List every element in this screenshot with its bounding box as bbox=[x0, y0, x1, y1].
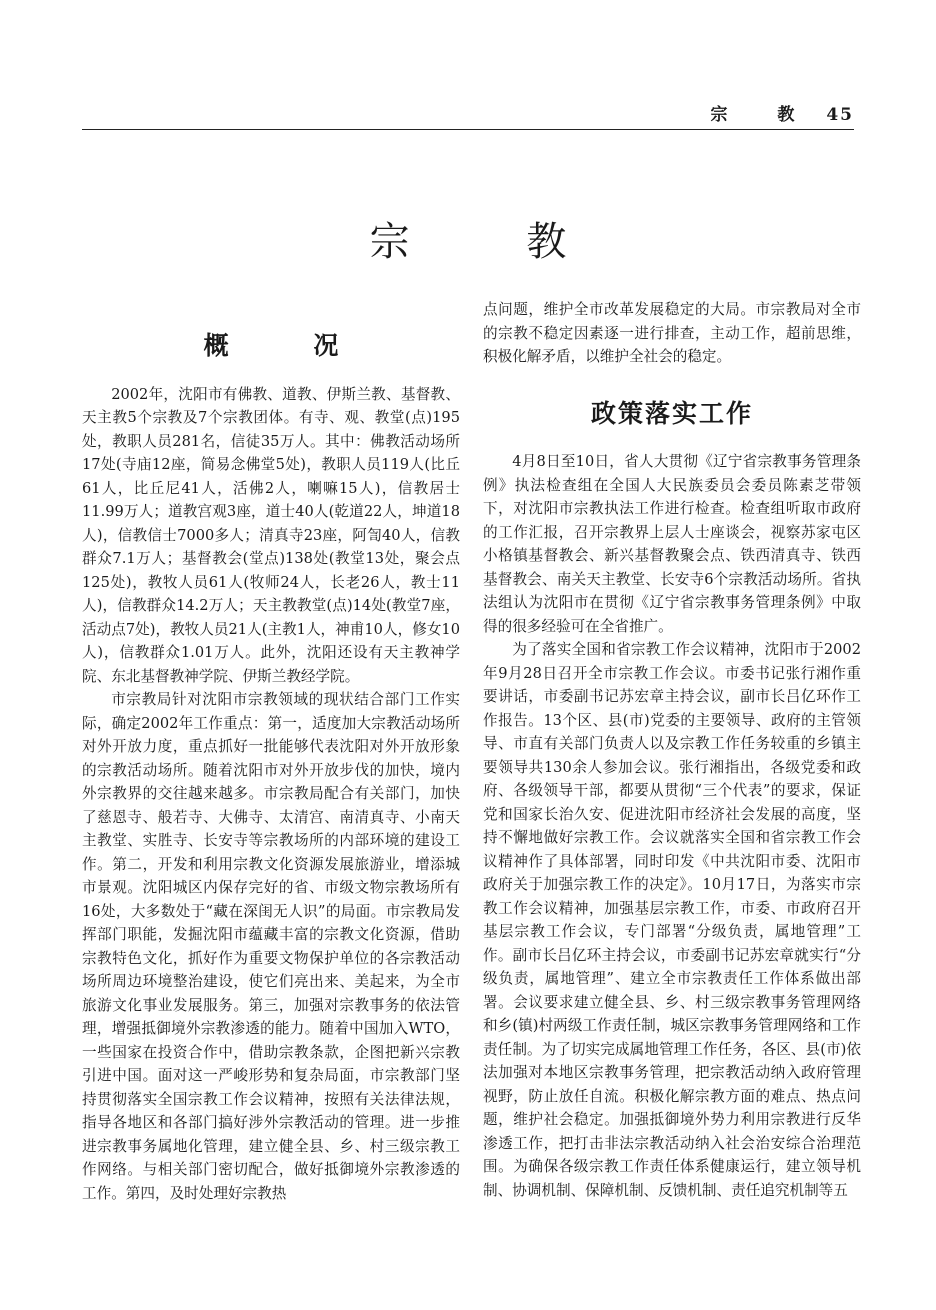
paragraph-continuation: 点问题，维护全市改革发展稳定的大局。市宗教局对全市的宗教不稳定因素逐一进行排查，主动工作，超前思维，积极化解矛盾，以维护全社会的稳定。 bbox=[483, 301, 861, 365]
header-rule bbox=[82, 129, 854, 130]
page-number: 45 bbox=[826, 105, 854, 125]
section-heading-overview: 概 况 bbox=[203, 331, 377, 360]
running-header bbox=[710, 100, 854, 125]
section-heading-policy: 政策落实工作 bbox=[590, 398, 753, 428]
running-header-section: 宗 教 bbox=[710, 105, 817, 125]
right-column bbox=[483, 298, 861, 1202]
paragraph: 2002年，沈阳市有佛教、道教、伊斯兰教、基督教、天主教5个宗教及7个宗教团体。有寺、观、教堂(点)195处，教职人员281名，信徒35万人。其中：佛教活动场所17处(寺庙12座，简易念佛堂5处)，教职人员119人(比丘61人，比丘尼41人，活佛2人，喇嘛15人)，信教居士11.99万人；道教宫观3座，道士40人(乾道22人，坤道18人)，信教信士7000多人；清真寺23座，阿訇40人，信教群众7.1万人；基督教会(堂点)138处(教堂13处，聚会点125处)，教牧人员61人(牧师24人，长老26人，教士11人)，信教群众14.2万人；天主教教堂(点)14处(教堂7座，活动点7处)，教牧人员21人(主教1人，神甫10人，修女10人)，信教群众1.01万人。此外，沈阳还设有天主教神学院、东北基督教神学院、伊斯兰教经学院。 bbox=[82, 385, 460, 685]
paragraph: 市宗教局针对沈阳市宗教领域的现状结合部门工作实际，确定2002年工作重点：第一，适度加大宗教活动场所对外开放力度，重点抓好一批能够代表沈阳对外开放形象的宗教活动场所。随着沈阳市对外开放步伐的加快，境内外宗教界的交往越来越多。市宗教局配合有关部门，加快了慈恩寺、般若寺、大佛寺、太清宫、南清真寺、小南天主教堂、实胜寺、长安寺等宗教场所的内部环境的建设工作。第二，开发和利用宗教文化资源发展旅游业，增添城市景观。沈阳城区内保存完好的省、市级文物宗教场所有16处，大多数处于“藏在深闺无人识”的局面。市宗教局发挥部门职能，发掘沈阳市蕴藏丰富的宗教文化资源，借助宗教特色文化，抓好作为重要文物保护单位的各宗教活动场所周边环境整治建设，使它们亮出来、美起来，为全市旅游文化事业发展服务。第三，加强对宗教事务的依法管理，增强抵御境外宗教渗透的能力。随着中国加入WTO，一些国家在投资合作中，借助宗教条款，企图把新兴宗教引进中国。面对这一严峻形势和复杂局面，市宗教部门坚持贯彻落实全国宗教工作会议精神，按照有关法律法规，指导各地区和各部门搞好涉外宗教活动的管理。进一步推进宗教事务属地化管理，建立健全县、乡、村三级宗教工作网络。与相关部门密切配合，做好抵御境外宗教渗透的工作。第四，及时处理好宗教热 bbox=[82, 691, 460, 1202]
page-title: 宗 教 bbox=[369, 219, 619, 265]
paragraph: 为了落实全国和省宗教工作会议精神，沈阳市于2002年9月28日召开全市宗教工作会议。市委书记张行湘作重要讲话，市委副书记苏宏章主持会议，副市长吕亿环作工作报告。13个区、县(市)党委的主要领导、政府的主管领导、市直有关部门负责人以及宗教工作任务较重的乡镇主要领导共130余人参加会议。张行湘指出，各级党委和政府、各级领导干部，都要从贯彻“三个代表”的要求，保证党和国家长治久安、促进沈阳市经济社会发展的高度，坚持不懈地做好宗教工作。会议就落实全国和省宗教工作会议精神作了具体部署，同时印发《中共沈阳市委、沈阳市政府关于加强宗教工作的决定》。10月17日，为落实市宗教工作会议精神，加强基层宗教工作，市委、市政府召开基层宗教工作会议，专门部署“分级负责，属地管理”工作。副市长吕亿环主持会议，市委副书记苏宏章就实行“分级负责，属地管理”、建立全市宗教责任工作体系做出部署。会议要求建立健全县、乡、村三级宗教事务管理网络和乡(镇)村两级工作责任制，城区宗教事务管理网络和工作责任制。为了切实完成属地管理工作任务，各区、县(市)依法加强对本地区宗教事务管理，把宗教活动纳入政府管理视野，防止放任自流。积极化解宗教方面的难点、热点问题，维护社会稳定。加强抵御境外势力利用宗教进行反华渗透工作，把打击非法宗教活动纳入社会治安综合治理范围。为确保各级宗教工作责任体系健康运行，建立领导机制、协调机制、保障机制、反馈机制、责任追究机制等五 bbox=[483, 641, 861, 1199]
left-column bbox=[82, 298, 460, 1205]
paragraph: 4月8日至10日，省人大贯彻《辽宁省宗教事务管理条例》执法检查组在全国人大民族委员会委员陈素芝带领下，对沈阳市宗教执法工作进行检查。检查组听取市政府的工作汇报，召开宗教界上层人士座谈会，视察苏家屯区小格镇基督教会、新兴基督教聚会点、铁西清真寺、铁西基督教会、南关天主教堂、长安寺6个宗教活动场所。省执法组认为沈阳市在贯彻《辽宁省宗教事务管理条例》中取得的很多经验可在全省推广。 bbox=[483, 453, 861, 635]
